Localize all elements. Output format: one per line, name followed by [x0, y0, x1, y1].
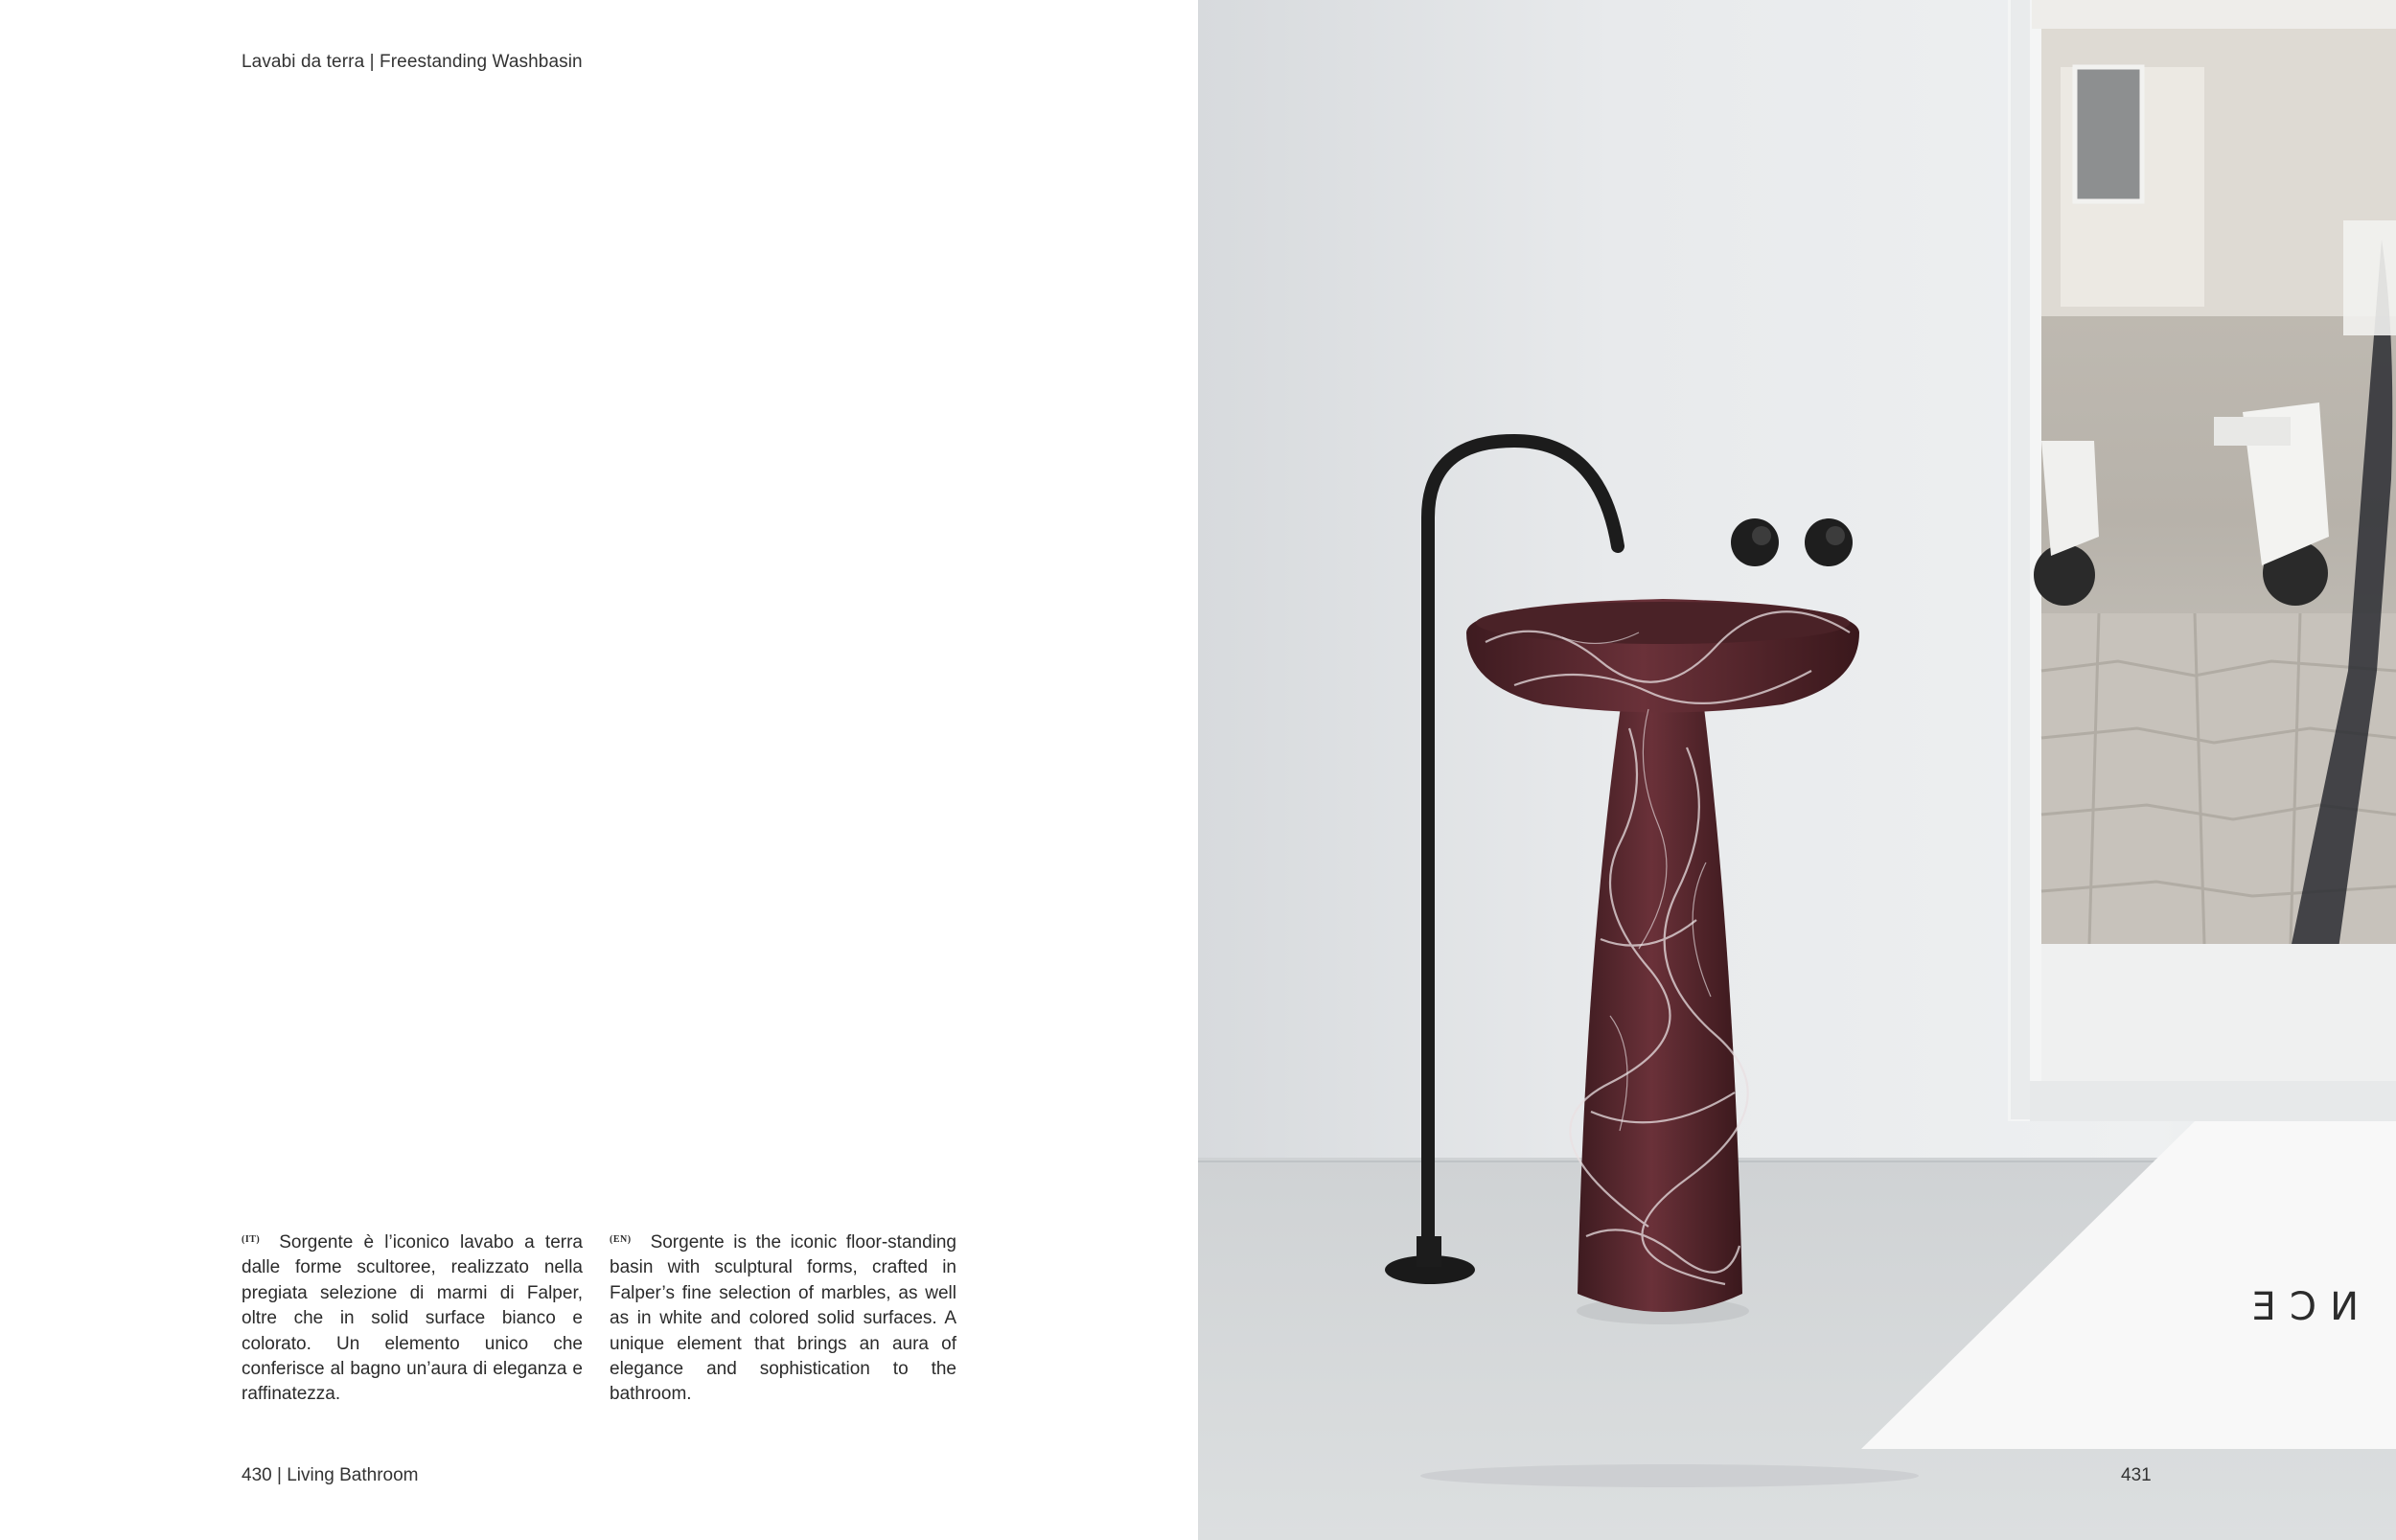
description-english-body: Sorgente is the iconic floor-standing basin with sculptural forms, crafted in Falper’s fine selection of marbles, as well as in white and colored solid surfaces. A unique element that brings an aura of elegance and sophistication to the bathroom.	[610, 1232, 956, 1405]
lang-tag-english: (EN)	[610, 1234, 632, 1245]
street-view	[2032, 0, 2396, 949]
page-number-right: 431	[2121, 1465, 2152, 1485]
floor-lettering: ƎƆИ	[2251, 1285, 2372, 1329]
page-header: Lavabi da terra | Freestanding Washbasin	[242, 52, 583, 72]
lang-tag-italian: (IT)	[242, 1234, 261, 1245]
description-english	[610, 1228, 956, 1408]
product-photo	[1198, 0, 2396, 1540]
description-italian	[242, 1228, 583, 1408]
page-number-left: 430 | Living Bathroom	[242, 1465, 419, 1485]
description-italian-body: Sorgente è l’iconico lavabo a terra dalle forme scultoree, realizzato nella pregiata selezione di marmi di Falper, oltre che in solid surface bianco e colorato. Un elemento unico che conferisce al bagno un’aura di eleganza e raffinatezza.	[242, 1232, 583, 1405]
